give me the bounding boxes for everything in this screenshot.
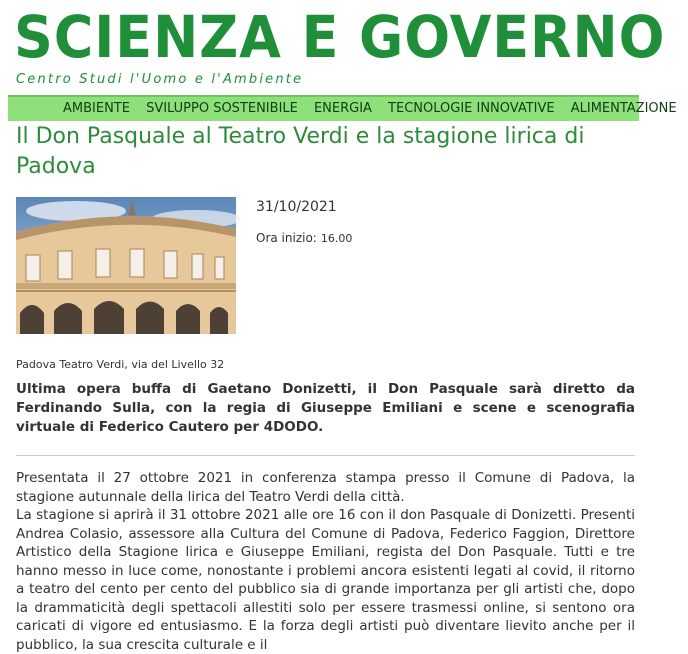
divider xyxy=(16,455,635,456)
event-date: 31/10/2021 xyxy=(256,199,337,215)
event-time-label: Ora inizio: xyxy=(256,231,317,245)
nav-item-energia[interactable]: ENERGIA xyxy=(313,101,372,116)
nav-item-tecnologie-innovative[interactable]: TECNOLOGIE INNOVATIVE xyxy=(388,101,555,116)
site-logo[interactable]: SCIENZA E GOVERNO xyxy=(14,3,666,71)
article-lead: Ultima opera buffa di Gaetano Donizetti, il Don Pasquale sarà diretto da Ferdinando Sulla, con la regia di Giuseppe Emiliani e scene e scenografia virtuale di Federico Cautero per 4DODO. xyxy=(16,381,635,435)
site-tagline: Centro Studi l'Uomo e l'Ambiente xyxy=(16,72,304,87)
event-time-value: 16.00 xyxy=(320,232,353,245)
article-body xyxy=(16,469,635,654)
article-paragraph: La stagione si aprirà il 31 ottobre 2021 alle ore 16 con il don Pasquale di Donizetti. Presenti Andrea Colasio, assessore alla Cultura del Comune di Padova, Federico Faggion, Direttore Artistico della Stagione lirica e Giuseppe Emiliani, regista del Don Pasquale. Tutti e tre hanno messo in luce come, nonostante i problemi ancora esistenti legati al covid, il ritorno a teatro del cento per cento del pubblico sia di grande importanza per gli artisti che, dopo la drammaticità degli spettacoli allestiti solo per essere trasmessi online, si sentono ora caricati di vigore ed entusiasmo. E la forza degli artisti può diventare lievito anche per il pubblico, la sua crescita culturale e il xyxy=(16,507,635,653)
nav-item-ambiente[interactable]: AMBIENTE xyxy=(63,101,130,116)
article-title: Il Don Pasquale al Teatro Verdi e la stagione lirica di Padova xyxy=(16,124,585,179)
article-image xyxy=(16,197,236,334)
nav-item-sviluppo-sostenibile[interactable]: SVILUPPO SOSTENIBILE xyxy=(146,101,298,116)
main-navigation xyxy=(8,95,677,121)
article-paragraph: Presentata il 27 ottobre 2021 in conferenza stampa presso il Comune di Padova, la stagione autunnale della lirica del Teatro Verdi della città. xyxy=(16,470,635,505)
event-time xyxy=(256,231,352,245)
image-caption: Padova Teatro Verdi, via del Livello 32 xyxy=(16,358,225,371)
nav-item-alimentazione[interactable]: ALIMENTAZIONE xyxy=(570,101,677,116)
